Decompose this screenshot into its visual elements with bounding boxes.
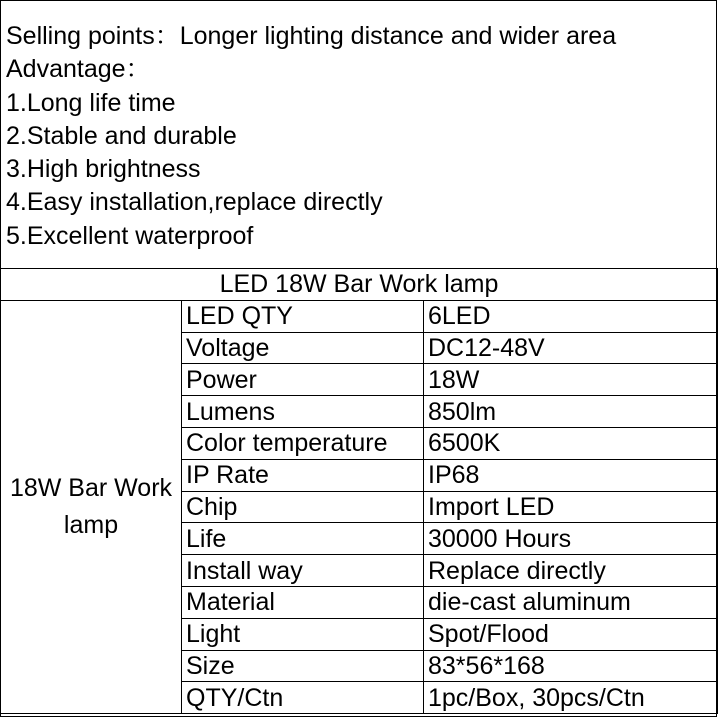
spec-label: Chip xyxy=(182,491,424,523)
advantage-item: 3.High brightness xyxy=(6,155,201,184)
advantage-item: 2.Stable and durable xyxy=(6,121,237,150)
spec-label: IP Rate xyxy=(182,459,424,491)
spec-label: Size xyxy=(182,650,424,682)
spec-label: QTY/Ctn xyxy=(182,682,424,714)
spec-value: 83*56*168 xyxy=(424,650,718,682)
spec-label: Install way xyxy=(182,555,424,587)
spec-value: 850lm xyxy=(424,396,718,428)
table-title-row xyxy=(1,269,718,301)
spec-value: DC12-48V xyxy=(424,332,718,364)
spec-label: Light xyxy=(182,618,424,650)
spec-label: Power xyxy=(182,364,424,396)
spec-label: Material xyxy=(182,586,424,618)
selling-points-text: Selling points：Longer lighting distance and wider area xyxy=(6,22,617,50)
spec-value: Replace directly xyxy=(424,555,718,587)
spec-value: 1pc/Box, 30pcs/Ctn xyxy=(424,682,718,714)
advantage-item: 5.Excellent waterproof xyxy=(6,221,254,250)
spec-value: Spot/Flood xyxy=(424,618,718,650)
advantage-item: 4.Easy installation,replace directly xyxy=(6,188,383,217)
spec-value: 6500K xyxy=(424,427,718,459)
advantage-heading: Advantage： xyxy=(6,55,151,84)
table-title: LED 18W Bar Work lamp xyxy=(1,269,718,301)
spec-label: Lumens xyxy=(182,396,424,428)
spec-table xyxy=(0,268,718,714)
spec-value: die-cast aluminum xyxy=(424,586,718,618)
intro-section xyxy=(6,20,616,253)
table-row xyxy=(1,300,718,332)
spec-value: 6LED xyxy=(424,300,718,332)
advantage-item: 1.Long life time xyxy=(6,88,176,117)
spec-label: LED QTY xyxy=(182,300,424,332)
spec-label: Color temperature xyxy=(182,427,424,459)
product-name-cell: 18W Bar Work lamp xyxy=(1,300,182,713)
spec-value: 18W xyxy=(424,364,718,396)
spec-value: IP68 xyxy=(424,459,718,491)
spec-value: 30000 Hours xyxy=(424,523,718,555)
spec-label: Life xyxy=(182,523,424,555)
spec-label: Voltage xyxy=(182,332,424,364)
spec-value: Import LED xyxy=(424,491,718,523)
